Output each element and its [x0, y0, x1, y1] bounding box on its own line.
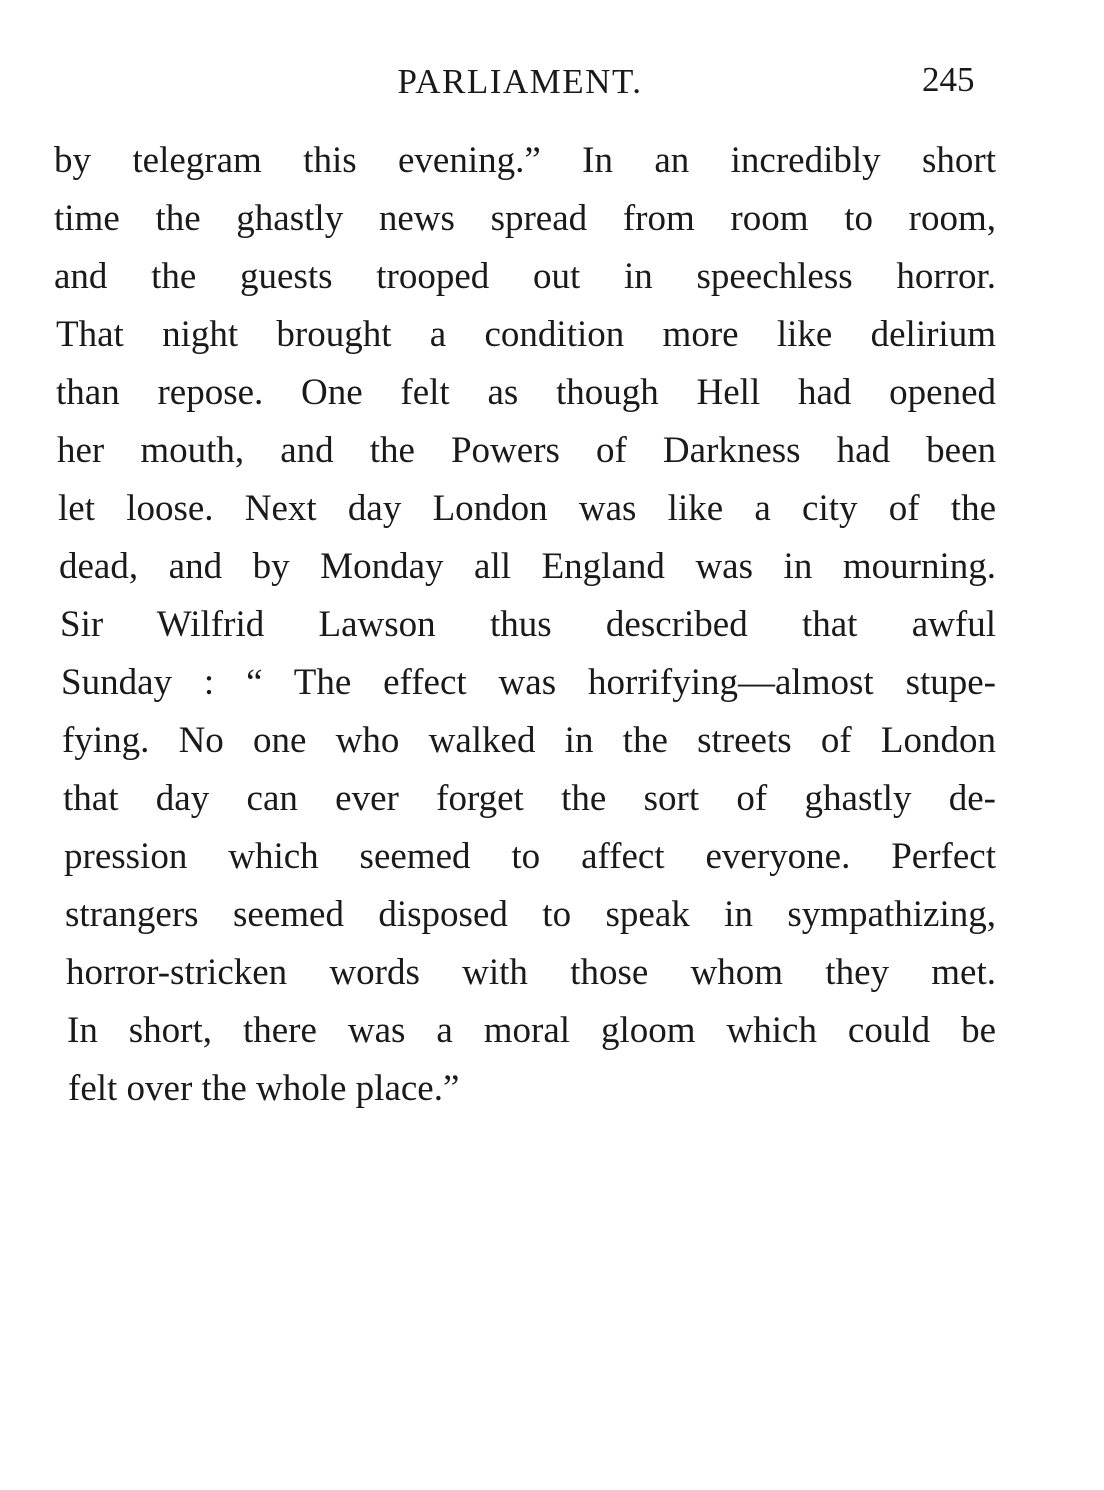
text-line: by telegram this evening.” In an incredibly short	[54, 140, 996, 181]
text-line: dead, and by Monday all England was in mourning.	[59, 546, 996, 587]
text-line: that day can ever forget the sort of ghastly de-	[63, 778, 996, 819]
body-text	[54, 132, 996, 1118]
running-title: PARLIAMENT.	[397, 62, 643, 101]
text-line: fying. No one who walked in the streets of London	[62, 720, 996, 761]
text-line: horror-stricken words with those whom they met.	[66, 952, 996, 993]
text-line: pression which seemed to affect everyone. Perfect	[64, 836, 996, 877]
text-line: Sir Wilfrid Lawson thus described that awful	[60, 604, 996, 645]
text-line: That night brought a condition more like delirium	[56, 314, 996, 355]
text-line: strangers seemed disposed to speak in sympathizing,	[65, 894, 996, 935]
page-number: 245	[922, 60, 975, 99]
text-line: In short, there was a moral gloom which could be	[67, 1010, 996, 1051]
text-line: Sunday : “ The effect was horrifying—almost stupe-	[61, 662, 996, 703]
text-line: time the ghastly news spread from room to room,	[54, 198, 996, 239]
text-line: let loose. Next day London was like a city of the	[58, 488, 996, 529]
text-line: her mouth, and the Powers of Darkness had been	[57, 430, 996, 471]
text-line-last: felt over the whole place.”	[68, 1068, 460, 1109]
text-line: and the guests trooped out in speechless horror.	[54, 256, 996, 297]
text-line: than repose. One felt as though Hell had opened	[56, 372, 996, 413]
